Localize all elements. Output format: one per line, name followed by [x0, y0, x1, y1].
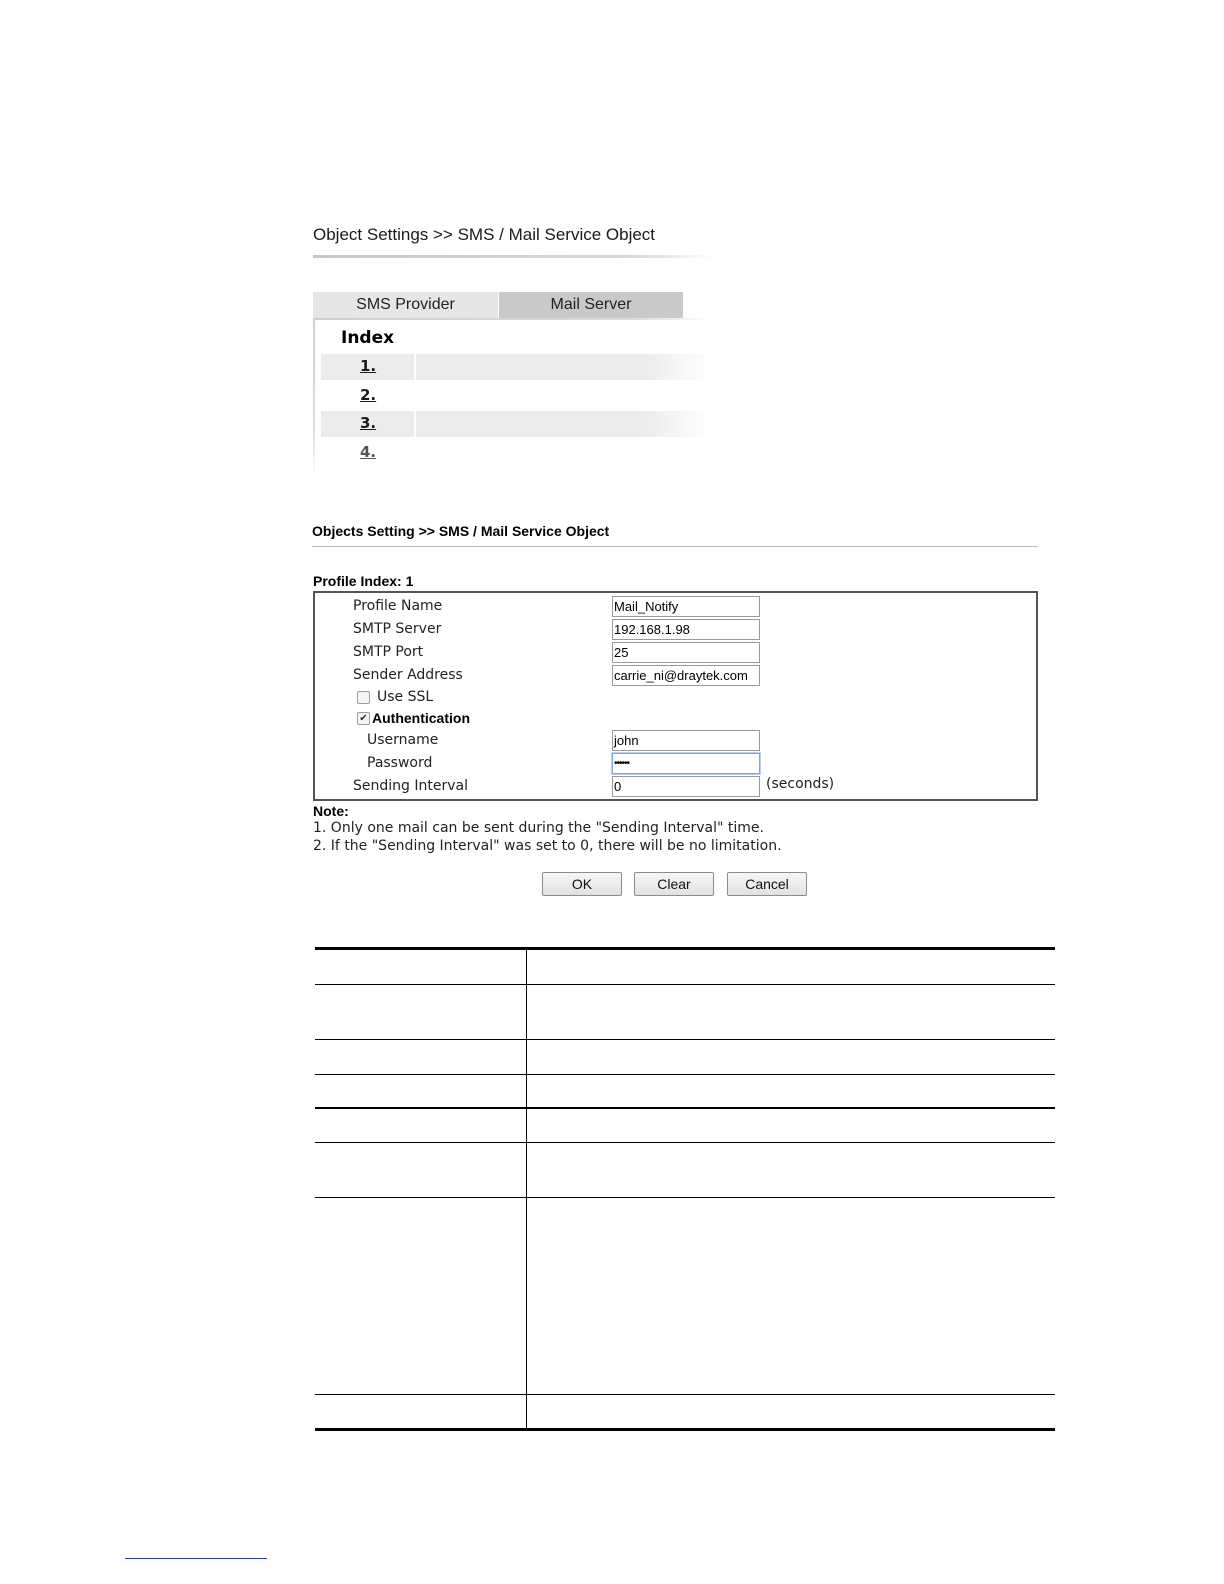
page-breadcrumb: Objects Setting >> SMS / Mail Service Object	[312, 523, 610, 539]
use-ssl-label: Use SSL	[377, 689, 434, 705]
table-row-rule	[315, 1142, 1055, 1143]
index-column-header: Index	[341, 328, 395, 348]
footer-link-underline	[125, 1558, 267, 1559]
ok-button[interactable]: OK	[542, 872, 622, 896]
index-link-3[interactable]: 3.	[360, 414, 377, 432]
smtp-port-label: SMTP Port	[353, 644, 424, 660]
index-row	[321, 411, 713, 437]
table-row-rule	[315, 1039, 1055, 1040]
tab-mail-server[interactable]: Mail Server	[499, 292, 683, 318]
index-link-4[interactable]: 4.	[360, 443, 377, 461]
tab-panel-border	[313, 318, 315, 478]
index-row	[321, 354, 713, 380]
table-row-rule	[315, 1074, 1055, 1075]
use-ssl-checkbox[interactable]	[357, 691, 370, 704]
note-line-1: 1. Only one mail can be sent during the "Sending Interval" time.	[313, 820, 764, 836]
password-label: Password	[367, 755, 433, 771]
tab-sms-provider[interactable]: SMS Provider	[313, 292, 498, 318]
sender-address-label: Sender Address	[353, 667, 463, 683]
seconds-unit-label: (seconds)	[766, 776, 835, 792]
smtp-server-input[interactable]: 192.168.1.98	[612, 619, 760, 640]
profile-name-label: Profile Name	[353, 598, 443, 614]
smtp-port-input[interactable]: 25	[612, 642, 760, 663]
profile-name-input[interactable]: Mail_Notify	[612, 596, 760, 617]
clear-button[interactable]: Clear	[634, 872, 714, 896]
table-column-divider	[526, 948, 527, 1430]
table-top-rule	[315, 947, 1055, 950]
breadcrumb-divider	[313, 255, 713, 258]
table-row-rule	[315, 984, 1055, 985]
sending-interval-input[interactable]: 0	[612, 776, 760, 797]
authentication-label: Authentication	[372, 710, 470, 726]
sending-interval-label: Sending Interval	[353, 778, 468, 794]
sender-address-input[interactable]: carrie_ni@draytek.com	[612, 665, 760, 686]
note-title: Note:	[313, 803, 349, 819]
username-input[interactable]: john	[612, 730, 760, 751]
tab-panel-border	[313, 318, 713, 320]
index-link-1[interactable]: 1.	[360, 357, 377, 375]
table-row-rule	[315, 1394, 1055, 1395]
table-bottom-rule	[315, 1428, 1055, 1431]
password-input[interactable]: ••••••	[612, 753, 760, 774]
page-breadcrumb: Object Settings >> SMS / Mail Service Object	[313, 225, 656, 244]
authentication-checkbox[interactable]: ✔	[357, 712, 370, 725]
index-row	[321, 440, 713, 466]
profile-index-title: Profile Index: 1	[313, 573, 414, 589]
cancel-button[interactable]: Cancel	[727, 872, 807, 896]
table-row-rule	[315, 1197, 1055, 1198]
username-label: Username	[367, 732, 439, 748]
table-row-rule	[315, 1107, 1055, 1109]
index-row	[321, 383, 713, 409]
breadcrumb-divider	[312, 546, 1038, 547]
index-link-2[interactable]: 2.	[360, 386, 377, 404]
smtp-server-label: SMTP Server	[353, 621, 442, 637]
note-line-2: 2. If the "Sending Interval" was set to 0, there will be no limitation.	[313, 838, 782, 854]
